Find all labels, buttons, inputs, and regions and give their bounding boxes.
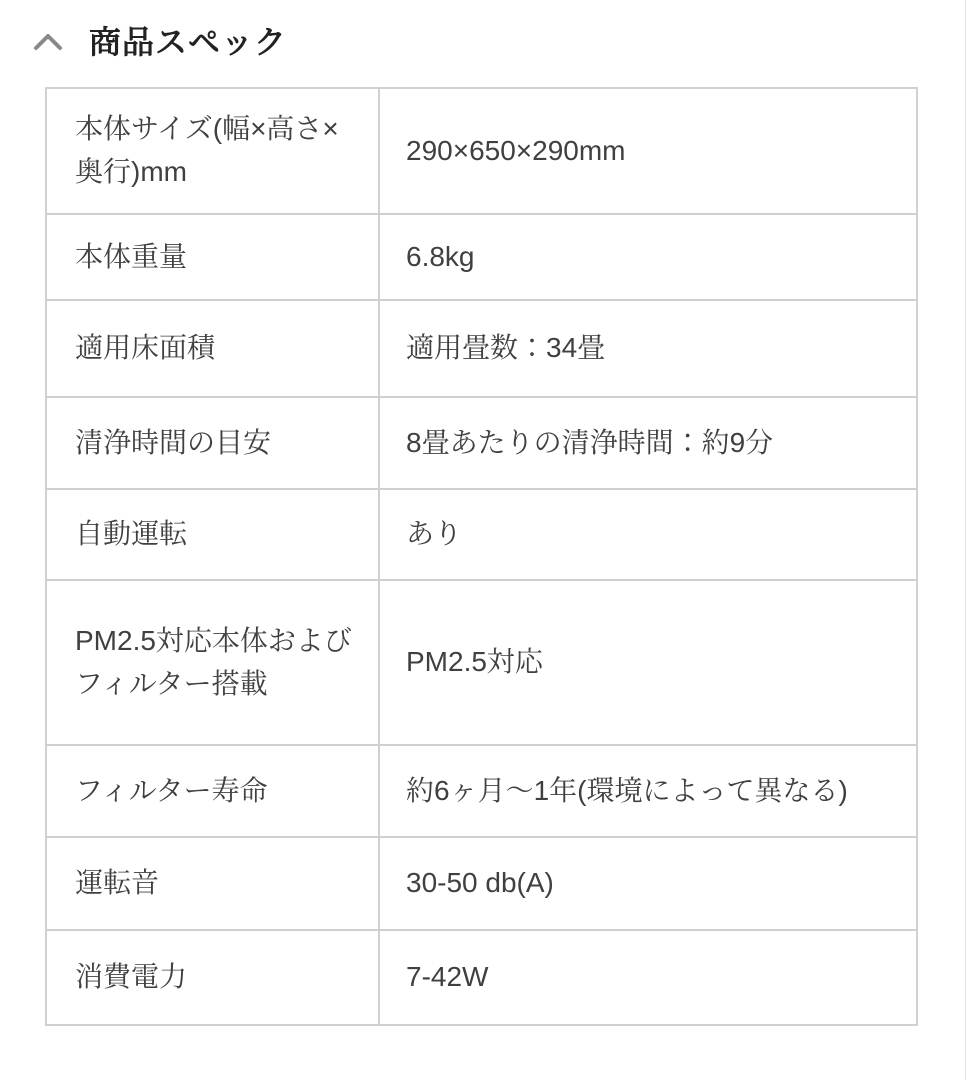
spec-value-cell: 290×650×290mm	[379, 88, 917, 214]
spec-table-row	[46, 397, 917, 489]
section-title: 商品スペック	[89, 24, 288, 60]
spec-table-row	[46, 837, 917, 930]
spec-value-cell: あり	[379, 489, 917, 580]
spec-table-row	[46, 300, 917, 397]
spec-value-cell: 8畳あたりの清浄時間：約9分	[379, 397, 917, 489]
spec-table-row	[46, 580, 917, 745]
spec-label-cell: 消費電力	[46, 930, 379, 1025]
spec-value-cell: 7-42W	[379, 930, 917, 1025]
spec-label-cell: 本体重量	[46, 214, 379, 300]
spec-table-body	[46, 88, 917, 1025]
spec-table-row	[46, 745, 917, 837]
spec-label-cell: 自動運転	[46, 489, 379, 580]
spec-value-cell: PM2.5対応	[379, 580, 917, 745]
spec-label-cell: 本体サイズ(幅×高さ×奥行)mm	[46, 88, 379, 214]
spec-value-cell: 適用畳数：34畳	[379, 300, 917, 397]
spec-table-row	[46, 214, 917, 300]
spec-value-cell: 30-50 db(A)	[379, 837, 917, 930]
spec-table	[45, 87, 918, 1026]
chevron-up-icon[interactable]	[33, 32, 63, 52]
spec-value-cell: 6.8kg	[379, 214, 917, 300]
spec-label-cell: PM2.5対応本体およびフィルター搭載	[46, 580, 379, 745]
spec-value-cell: 約6ヶ月〜1年(環境によって異なる)	[379, 745, 917, 837]
spec-label-cell: フィルター寿命	[46, 745, 379, 837]
spec-table-row	[46, 88, 917, 214]
spec-section-header[interactable]	[33, 22, 287, 62]
spec-table-row	[46, 489, 917, 580]
spec-table-row	[46, 930, 917, 1025]
spec-label-cell: 適用床面積	[46, 300, 379, 397]
spec-label-cell: 清浄時間の目安	[46, 397, 379, 489]
page-edge-divider	[965, 0, 966, 1080]
spec-label-cell: 運転音	[46, 837, 379, 930]
